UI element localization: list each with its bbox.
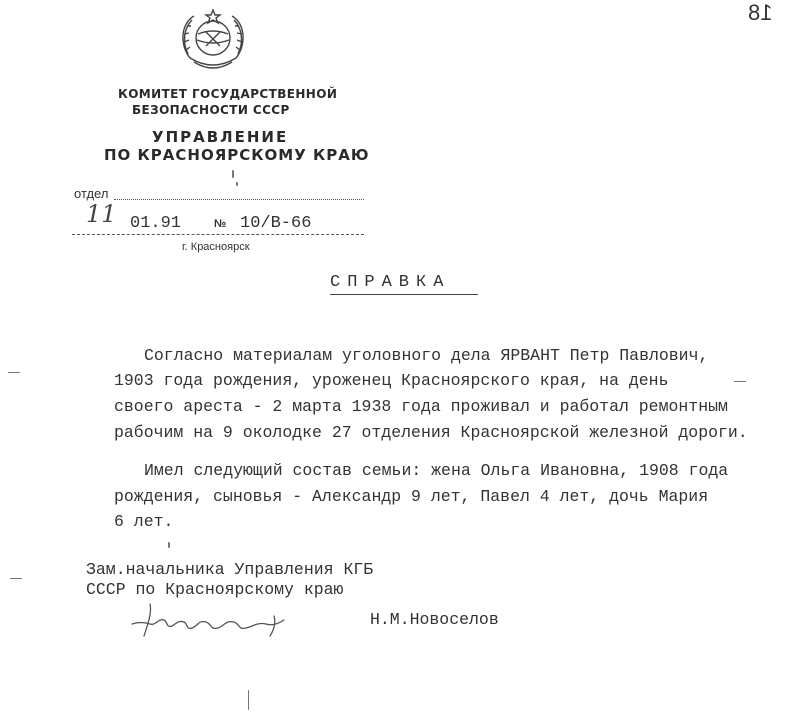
committee-name-line-1: КОМИТЕТ ГОСУДАРСТВЕННОЙ xyxy=(118,87,338,101)
paragraph-2-line: 6 лет. xyxy=(114,512,174,531)
scan-speck xyxy=(232,170,234,178)
department-line xyxy=(114,199,364,200)
administration-line-2: ПО КРАСНОЯРСКОМУ КРАЮ xyxy=(104,146,370,164)
signatory-title-line-2: СССР по Красноярскому краю xyxy=(86,580,344,599)
paragraph-1-line: Согласно материалам уголовного дела ЯРВАНТ Петр Павлович, xyxy=(144,346,709,365)
scan-speck xyxy=(10,578,22,579)
paragraph-2-line: рождения, сыновья - Александр 9 лет, Павел 4 лет, дочь Мария xyxy=(114,487,709,506)
number-sign: № xyxy=(214,218,227,230)
signatory-title-line-1: Зам.начальника Управления КГБ xyxy=(86,560,374,579)
date-line xyxy=(72,234,364,235)
scan-speck xyxy=(236,182,238,186)
paragraph-1-line: рабочим на 9 околодке 27 отделения Красноярской железной дороги. xyxy=(114,423,748,442)
city-label: г. Красноярск xyxy=(182,241,250,253)
document-title: СПРАВКА xyxy=(330,273,451,292)
handwritten-day: 11 xyxy=(86,200,117,228)
scan-speck xyxy=(8,372,20,373)
title-underline xyxy=(330,294,478,295)
reference-date: 01.91 xyxy=(130,214,182,233)
paragraph-2-line: Имел следующий состав семьи: жена Ольга Ивановна, 1908 года xyxy=(144,461,729,480)
paragraph-1-line: 1903 года рождения, уроженец Красноярского края, на день xyxy=(114,371,669,390)
committee-name-line-2: БЕЗОПАСНОСТИ СССР xyxy=(132,103,290,117)
scan-speck xyxy=(734,381,746,382)
page-number: 18 xyxy=(748,0,773,25)
signatory-name: Н.М.Новоселов xyxy=(370,610,499,629)
handwritten-signature-icon xyxy=(128,602,288,644)
paragraph-1-line: своего ареста - 2 марта 1938 года проживал и работал ремонтным xyxy=(114,397,728,416)
ussr-coat-of-arms-icon xyxy=(176,6,250,74)
department-label: отдел xyxy=(74,186,109,201)
scan-speck xyxy=(248,690,249,710)
scan-speck xyxy=(168,542,170,548)
administration-line-1: УПРАВЛЕНИЕ xyxy=(152,128,289,146)
reference-number: 10/В-66 xyxy=(240,214,312,233)
